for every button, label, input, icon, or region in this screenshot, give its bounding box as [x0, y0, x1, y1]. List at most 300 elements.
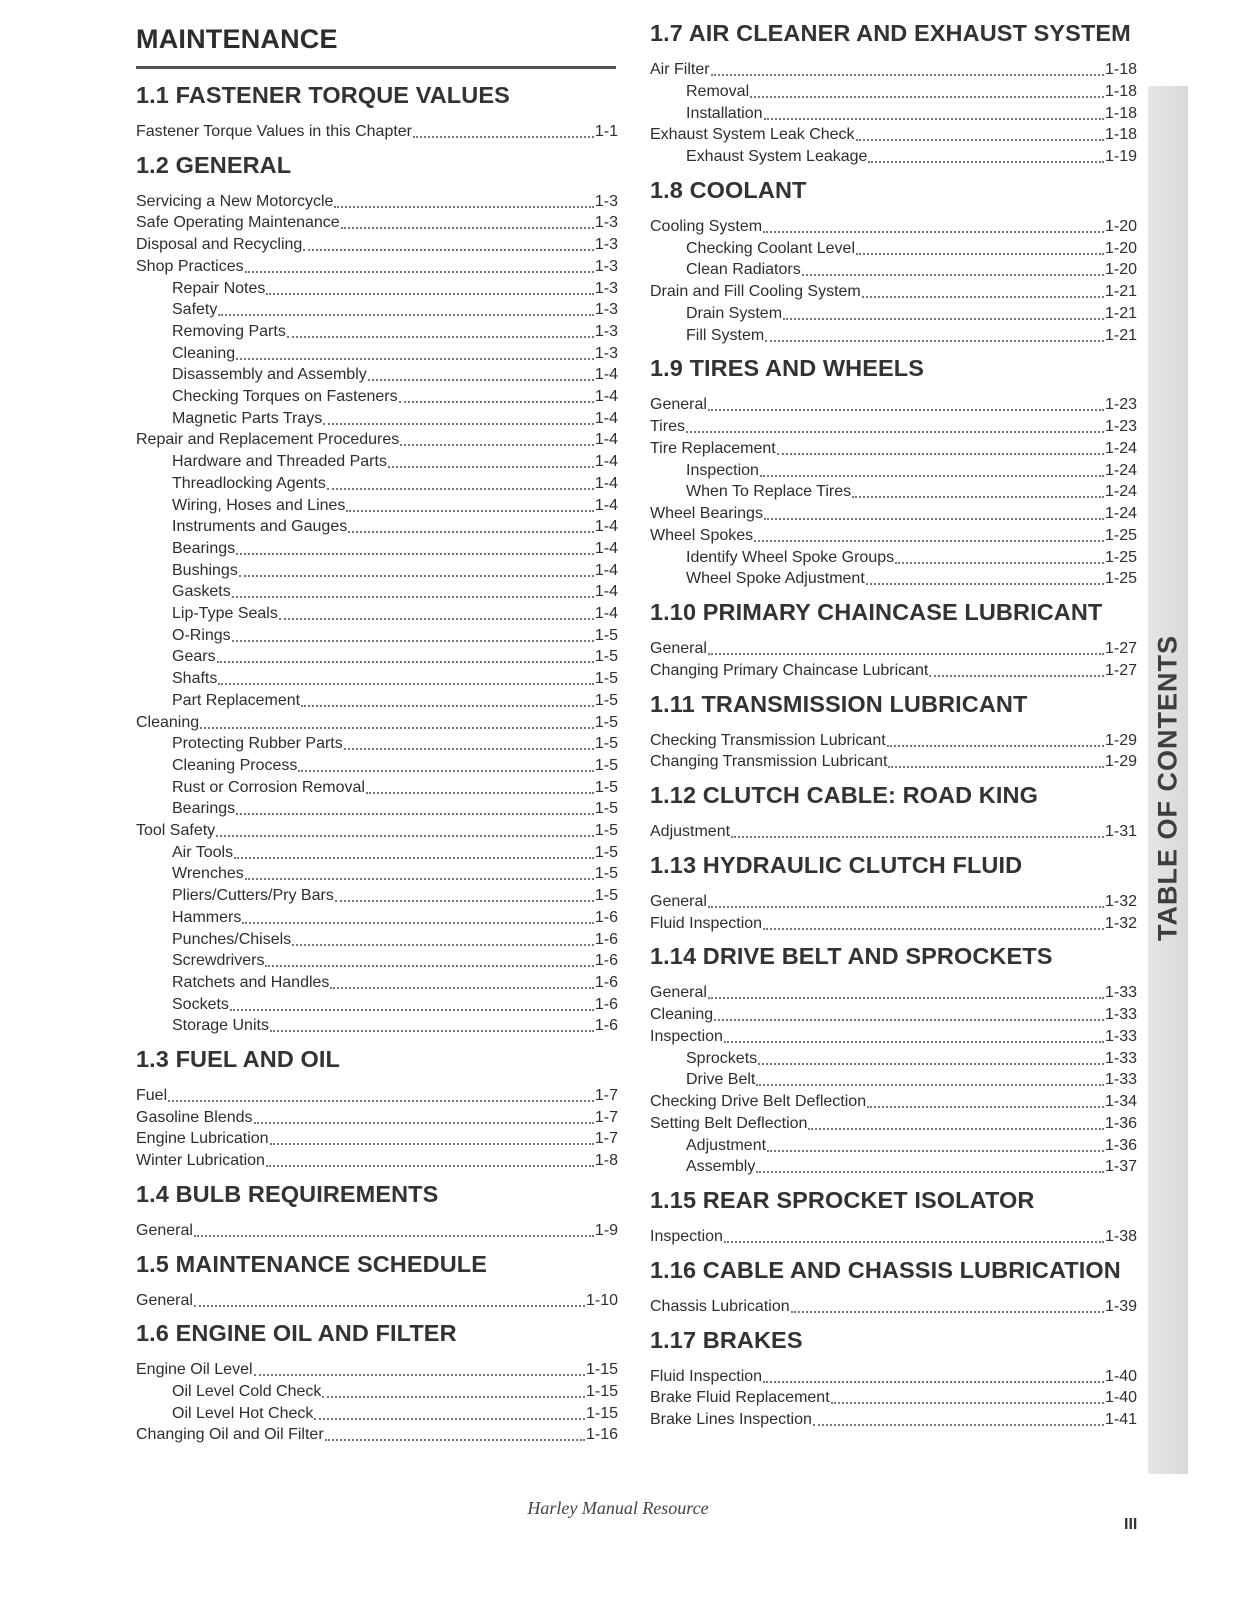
toc-entry-label: Clean Radiators [686, 261, 801, 279]
dot-leader [714, 1019, 1104, 1021]
toc-entry[interactable] [136, 971, 618, 993]
dot-leader [783, 318, 1104, 320]
dot-leader [711, 74, 1104, 76]
toc-entry[interactable] [136, 120, 618, 142]
dot-leader [239, 575, 594, 577]
toc-entry[interactable] [650, 890, 1137, 912]
toc-entry-page: 1-6 [594, 930, 618, 948]
dot-leader [344, 748, 594, 750]
toc-entry-page: 1-20 [1104, 239, 1137, 257]
toc-entry[interactable] [650, 546, 1137, 568]
dot-leader [388, 466, 594, 468]
toc-entry[interactable] [650, 502, 1137, 524]
toc-entry-label: Hammers [172, 908, 242, 926]
toc-entry[interactable] [136, 993, 618, 1015]
toc-entry[interactable] [650, 1225, 1137, 1247]
toc-entry-page: 1-33 [1104, 1006, 1137, 1023]
section-heading: 1.4 BULB REQUIREMENTS [136, 1180, 439, 1207]
dot-leader [724, 1041, 1104, 1043]
toc-entry-label: Bearings [172, 800, 236, 818]
section-heading: 1.3 FUEL AND OIL [136, 1046, 340, 1072]
dot-leader [763, 928, 1104, 930]
toc-entry-page: 1-3 [594, 322, 618, 340]
toc-entry-label: Pliers/Cutters/Pry Bars [172, 887, 334, 905]
toc-entry[interactable] [650, 1155, 1137, 1177]
toc-entry-label: Tire Replacement [650, 439, 776, 457]
dot-leader [750, 96, 1104, 98]
toc-entry-page: 1-4 [594, 518, 618, 536]
toc-entry-page: 1-4 [594, 583, 618, 601]
toc-entry[interactable] [136, 862, 618, 884]
toc-entry[interactable] [650, 145, 1137, 167]
toc-entry-page: 1-5 [594, 713, 618, 731]
toc-entry-page: 1-23 [1104, 418, 1137, 435]
dot-leader [808, 1128, 1104, 1130]
toc-entry-label: Sockets [172, 995, 229, 1013]
toc-entry[interactable] [136, 1402, 618, 1424]
dot-leader [292, 944, 594, 946]
toc-entry-label: Fuel [136, 1087, 168, 1104]
toc-entry[interactable] [650, 258, 1137, 280]
toc-entry[interactable] [650, 820, 1137, 842]
toc-entry[interactable] [650, 215, 1137, 237]
dot-leader [287, 336, 594, 338]
toc-entry-label: Oil Level Cold Check [172, 1382, 322, 1400]
toc-entry-page: 1-4 [594, 561, 618, 579]
toc-entry-page: 1-24 [1104, 439, 1137, 457]
toc-entry[interactable] [650, 459, 1137, 481]
dot-leader [708, 906, 1104, 908]
dot-leader [777, 453, 1104, 455]
toc-entry[interactable] [650, 123, 1137, 145]
dot-leader [708, 653, 1104, 655]
toc-entry-page: 1-33 [1104, 1049, 1137, 1067]
toc-entry-label: Checking Torques on Fasteners [172, 388, 398, 405]
toc-entry[interactable] [136, 689, 618, 711]
toc-entry-page: 1-24 [1104, 461, 1137, 479]
toc-entry-label: Threadlocking Agents [172, 474, 326, 492]
toc-entry[interactable] [136, 1423, 618, 1445]
toc-entry[interactable] [136, 450, 618, 472]
toc-entry[interactable] [650, 437, 1137, 459]
toc-entry[interactable] [136, 754, 618, 776]
dot-leader [265, 965, 593, 967]
dot-leader [266, 293, 594, 295]
toc-entry-label: Rust or Corrosion Removal [172, 778, 365, 796]
toc-entry[interactable] [136, 711, 618, 733]
dot-leader [756, 1084, 1104, 1086]
toc-entry-label: Ratchets and Handles [172, 973, 330, 991]
toc-entry[interactable] [136, 884, 618, 906]
dot-leader [200, 727, 594, 729]
toc-entry-label: Changing Oil and Oil Filter [136, 1426, 324, 1444]
toc-entry[interactable] [650, 1090, 1137, 1112]
toc-entry-page: 1-5 [594, 800, 618, 818]
dot-leader [756, 1171, 1104, 1173]
toc-entry-page: 1-40 [1104, 1389, 1137, 1407]
toc-entry-label: Removing Parts [172, 322, 286, 340]
dot-leader [270, 1030, 594, 1032]
toc-entry-label: Magnetic Parts Trays [172, 409, 323, 427]
dot-leader [867, 1106, 1104, 1108]
toc-entry-label: Cleaning [172, 344, 236, 362]
section-heading: 1.10 PRIMARY CHAINCASE LUBRICANT [650, 599, 1103, 625]
toc-entry[interactable] [650, 480, 1137, 502]
dot-leader [242, 922, 594, 924]
dot-leader [866, 583, 1104, 585]
toc-entry-label: Inspection [686, 461, 759, 479]
toc-entry-page: 1-19 [1104, 148, 1137, 165]
toc-entry-page: 1-21 [1104, 304, 1137, 322]
toc-entry-page: 1-7 [594, 1108, 618, 1126]
toc-entry-page: 1-24 [1104, 505, 1137, 522]
toc-entry-page: 1-29 [1104, 731, 1137, 749]
toc-entry-label: Checking Transmission Lubricant [650, 731, 886, 749]
toc-entry-label: Fluid Inspection [650, 914, 763, 932]
dot-leader [232, 596, 594, 598]
toc-entry[interactable] [136, 906, 618, 928]
toc-entry-page: 1-7 [594, 1130, 618, 1148]
toc-entry[interactable] [136, 776, 618, 798]
toc-entry-page: 1-18 [1104, 61, 1137, 78]
toc-entry[interactable] [136, 428, 618, 450]
dot-leader [232, 640, 594, 642]
dot-leader [218, 314, 594, 316]
toc-entry-page: 1-15 [585, 1361, 618, 1379]
toc-entry-label: Disposal and Recycling [136, 236, 303, 254]
toc-entry-page: 1-25 [1104, 548, 1137, 566]
toc-entry-page: 1-20 [1104, 261, 1137, 279]
toc-entry[interactable] [136, 1380, 618, 1402]
toc-entry-label: General [650, 640, 707, 657]
toc-entry-label: Winter Lubrication [136, 1152, 265, 1170]
toc-entry[interactable] [650, 729, 1137, 751]
toc-entry-label: General [650, 984, 707, 1002]
dot-leader [194, 1305, 585, 1307]
toc-entry-label: Engine Oil Level [136, 1361, 253, 1379]
toc-entry-label: Cleaning [650, 1006, 714, 1023]
toc-entry[interactable] [136, 1149, 618, 1171]
toc-entry-page: 1-33 [1104, 984, 1137, 1002]
toc-entry-page: 1-20 [1104, 217, 1137, 235]
dot-leader [236, 813, 594, 815]
toc-entry-label: Safety [172, 301, 218, 319]
toc-entry[interactable] [650, 393, 1137, 415]
dot-leader [868, 161, 1104, 163]
toc-entry-page: 1-23 [1104, 396, 1137, 414]
toc-entry[interactable] [136, 472, 618, 494]
toc-entry-label: Oil Level Hot Check [172, 1404, 314, 1422]
toc-entry-label: Removal [686, 82, 750, 100]
dot-leader [236, 358, 594, 360]
toc-entry-page: 1-6 [594, 952, 618, 970]
toc-entry[interactable] [136, 1106, 618, 1128]
dot-leader [335, 900, 594, 902]
toc-entry[interactable] [136, 320, 618, 342]
toc-entry-page: 1-31 [1104, 823, 1137, 840]
toc-entry-page: 1-3 [594, 214, 618, 232]
dot-leader [831, 1402, 1104, 1404]
toc-entry-page: 1-18 [1104, 82, 1137, 100]
dot-leader [413, 136, 594, 138]
toc-entry[interactable] [650, 567, 1137, 589]
toc-entry[interactable] [650, 1386, 1137, 1408]
toc-entry[interactable] [650, 415, 1137, 437]
toc-entry[interactable] [650, 302, 1137, 324]
toc-entry-label: Assembly [686, 1158, 756, 1176]
section-heading: 1.6 ENGINE OIL AND FILTER [136, 1320, 457, 1347]
dot-leader [346, 510, 593, 512]
toc-entry[interactable] [136, 949, 618, 971]
toc-entry-label: Changing Transmission Lubricant [650, 753, 888, 771]
toc-entry-label: Repair and Replacement Procedures [136, 431, 400, 449]
dot-leader [366, 792, 594, 794]
dot-leader [216, 835, 594, 837]
toc-entry[interactable] [136, 819, 618, 841]
toc-entry[interactable] [650, 58, 1137, 80]
toc-entry[interactable] [650, 102, 1137, 124]
toc-entry[interactable] [650, 1295, 1137, 1317]
toc-entry-label: Inspection [650, 1027, 723, 1045]
toc-entry-label: Air Tools [172, 843, 234, 861]
toc-entry[interactable] [136, 645, 618, 667]
dot-leader [731, 836, 1104, 838]
dot-leader [230, 1009, 594, 1011]
toc-entry[interactable] [136, 190, 618, 212]
dot-leader [399, 401, 594, 403]
toc-entry[interactable] [650, 237, 1137, 259]
toc-entry-page: 1-5 [594, 670, 618, 688]
dot-leader [929, 675, 1104, 677]
toc-entry-page: 1-3 [594, 192, 618, 210]
toc-entry-page: 1-24 [1104, 483, 1137, 501]
toc-entry-label: Brake Lines Inspection [650, 1411, 812, 1428]
toc-entry-page: 1-6 [594, 973, 618, 991]
toc-entry-label: Hardware and Threaded Parts [172, 453, 387, 471]
dot-leader [245, 878, 594, 880]
toc-entry[interactable] [650, 1003, 1137, 1025]
toc-entry-page: 1-15 [585, 1382, 618, 1400]
toc-entry[interactable] [136, 1127, 618, 1149]
toc-entry-page: 1-29 [1104, 753, 1137, 771]
toc-entry[interactable] [136, 667, 618, 689]
dot-leader [236, 553, 594, 555]
toc-entry-label: Wiring, Hoses and Lines [172, 496, 346, 514]
toc-entry-page: 1-15 [585, 1404, 618, 1422]
toc-entry-page: 1-25 [1104, 526, 1137, 544]
toc-entry[interactable] [650, 1408, 1137, 1430]
section-heading: 1.8 COOLANT [650, 176, 807, 203]
toc-entry[interactable] [136, 494, 618, 516]
toc-entry[interactable] [136, 602, 618, 624]
dot-leader [791, 1311, 1104, 1313]
toc-entry-page: 1-5 [594, 691, 618, 709]
toc-entry[interactable] [650, 1068, 1137, 1090]
toc-entry-label: Wrenches [172, 865, 244, 883]
toc-entry[interactable] [136, 537, 618, 559]
toc-entry[interactable] [136, 1084, 618, 1106]
toc-entry-label: Sprockets [686, 1049, 758, 1067]
toc-entry[interactable] [136, 211, 618, 233]
toc-entry-label: Gears [172, 648, 216, 666]
toc-entry-label: Storage Units [172, 1017, 269, 1035]
toc-entry-page: 1-4 [594, 474, 618, 492]
dot-leader [194, 1235, 594, 1237]
toc-entry[interactable] [136, 580, 618, 602]
toc-entry[interactable] [650, 80, 1137, 102]
toc-entry[interactable] [136, 1014, 618, 1036]
toc-entry-label: Drain System [686, 304, 783, 322]
toc-entry-page: 1-5 [594, 822, 618, 839]
toc-entry[interactable] [650, 1025, 1137, 1047]
toc-entry-label: Cleaning Process [172, 756, 298, 774]
toc-entry-label: Engine Lubrication [136, 1130, 269, 1148]
toc-entry[interactable] [136, 363, 618, 385]
toc-entry-label: Cleaning [136, 713, 200, 731]
toc-entry[interactable] [650, 912, 1137, 934]
toc-entry-label: Protecting Rubber Parts [172, 735, 343, 753]
toc-entry[interactable] [136, 1219, 618, 1241]
section-heading: 1.1 FASTENER TORQUE VALUES [136, 82, 510, 108]
toc-entry[interactable] [136, 624, 618, 646]
toc-entry-label: Adjustment [650, 823, 731, 840]
toc-entry-page: 1-5 [594, 756, 618, 774]
toc-entry-page: 1-6 [594, 908, 618, 926]
toc-entry-page: 1-4 [594, 496, 618, 514]
toc-entry[interactable] [136, 732, 618, 754]
toc-entry[interactable] [136, 1358, 618, 1380]
toc-entry[interactable] [650, 1047, 1137, 1069]
toc-entry-page: 1-4 [594, 453, 618, 471]
dot-leader [368, 379, 594, 381]
section-heading: 1.16 CABLE AND CHASSIS LUBRICATION [650, 1256, 1121, 1283]
toc-entry[interactable] [136, 255, 618, 277]
dot-leader [330, 987, 593, 989]
toc-entry[interactable] [136, 797, 618, 819]
toc-entry-page: 1-5 [594, 887, 618, 905]
toc-entry-page: 1-10 [585, 1291, 618, 1309]
toc-entry-label: Chassis Lubrication [650, 1297, 790, 1315]
toc-entry-page: 1-27 [1104, 661, 1137, 679]
toc-entry-label: Checking Coolant Level [686, 239, 855, 257]
toc-entry[interactable] [136, 385, 618, 407]
toc-entry[interactable] [650, 280, 1137, 302]
dot-leader [234, 857, 594, 859]
toc-entry[interactable] [136, 233, 618, 255]
page-number: III [1124, 1516, 1138, 1533]
dot-leader [325, 1439, 585, 1441]
toc-entry[interactable] [136, 841, 618, 863]
toc-entry-label: Cooling System [650, 217, 763, 235]
dot-leader [334, 206, 593, 208]
toc-entry[interactable] [650, 750, 1137, 772]
toc-entry[interactable] [650, 637, 1137, 659]
toc-entry-page: 1-5 [594, 778, 618, 796]
dot-leader [888, 766, 1104, 768]
toc-entry[interactable] [650, 1365, 1137, 1387]
toc-entry-label: Tires [650, 418, 685, 435]
toc-entry-page: 1-6 [594, 1017, 618, 1035]
dot-leader [303, 249, 594, 251]
toc-entry[interactable] [136, 407, 618, 429]
dot-leader [322, 1396, 585, 1398]
toc-entry-label: Drain and Fill Cooling System [650, 283, 861, 300]
toc-entry[interactable] [650, 324, 1137, 346]
dot-leader [852, 496, 1104, 498]
dot-leader [856, 253, 1104, 255]
toc-entry-page: 1-3 [594, 301, 618, 319]
dot-leader [862, 296, 1104, 298]
dot-leader [758, 1063, 1104, 1065]
toc-entry-page: 1-6 [594, 995, 618, 1013]
toc-entry[interactable] [136, 928, 618, 950]
toc-entry-label: When To Replace Tires [686, 483, 852, 501]
toc-entry-page: 1-3 [594, 344, 618, 362]
toc-entry[interactable] [650, 1112, 1137, 1134]
toc-entry[interactable] [136, 1289, 618, 1311]
toc-entry-page: 1-37 [1104, 1158, 1137, 1176]
toc-entry-page: 1-4 [594, 388, 618, 405]
footer-watermark: Harley Manual Resource [527, 1498, 709, 1518]
toc-entry[interactable] [136, 342, 618, 364]
dot-leader [270, 1143, 594, 1145]
toc-entry-page: 1-8 [594, 1152, 618, 1170]
dot-leader [298, 770, 593, 772]
toc-entry[interactable] [650, 1134, 1137, 1156]
toc-entry-label: Instruments and Gauges [172, 518, 348, 536]
dot-leader [856, 139, 1104, 141]
toc-entry-label: Wheel Spoke Adjustment [686, 570, 865, 588]
toc-entry-label: Inspection [650, 1228, 723, 1245]
toc-entry-page: 1-33 [1104, 1027, 1137, 1045]
toc-entry[interactable] [136, 559, 618, 581]
toc-entry[interactable] [136, 515, 618, 537]
toc-entry-page: 1-16 [585, 1426, 618, 1444]
toc-entry-label: Exhaust System Leakage [686, 148, 868, 165]
toc-entry-label: Fill System [686, 326, 765, 344]
toc-entry-page: 1-32 [1104, 914, 1137, 932]
toc-entry-label: Safe Operating Maintenance [136, 214, 340, 232]
toc-entry-label: Installation [686, 104, 763, 122]
toc-entry-page: 1-18 [1104, 104, 1137, 122]
toc-entry-label: Air Filter [650, 61, 710, 78]
toc-entry[interactable] [650, 524, 1137, 546]
toc-entry-page: 1-5 [594, 843, 618, 861]
dot-leader [763, 1381, 1104, 1383]
dot-leader [314, 1418, 585, 1420]
toc-entry-page: 1-4 [594, 431, 618, 449]
toc-entry-label: Servicing a New Motorcycle [136, 192, 334, 210]
dot-leader [323, 423, 594, 425]
toc-entry[interactable] [136, 277, 618, 299]
toc-entry-page: 1-25 [1104, 570, 1137, 588]
dot-leader [764, 118, 1104, 120]
toc-entry-page: 1-5 [594, 626, 618, 644]
toc-entry-page: 1-5 [594, 648, 618, 666]
toc-entry-label: Identify Wheel Spoke Groups [686, 548, 895, 566]
toc-entry[interactable] [136, 298, 618, 320]
toc-entry[interactable] [650, 981, 1137, 1003]
toc-entry-page: 1-5 [594, 735, 618, 753]
toc-entry-label: Gaskets [172, 583, 231, 601]
dot-leader [254, 1374, 585, 1376]
side-tab-label: TABLE OF CONTENTS [1152, 635, 1183, 941]
toc-entry[interactable] [650, 659, 1137, 681]
dot-leader [767, 1150, 1104, 1152]
dot-leader [895, 562, 1104, 564]
dot-leader [763, 231, 1104, 233]
toc-entry-page: 1-4 [594, 605, 618, 622]
